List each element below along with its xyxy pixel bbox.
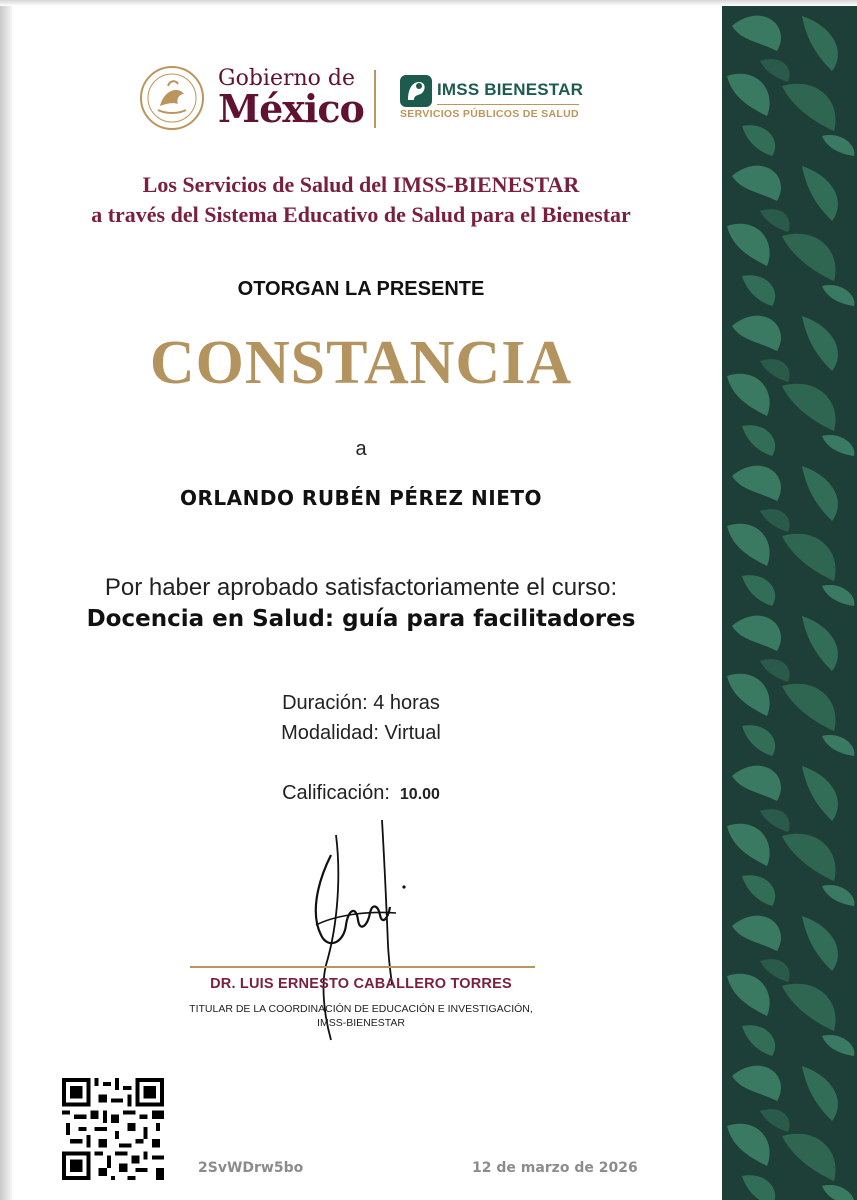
grant-text: OTORGAN LA PRESENTE	[237, 278, 485, 300]
signer-role-line-2: IMSS-BIENESTAR	[317, 1017, 405, 1029]
verification-code: 2SvWDrw5bo	[198, 1160, 304, 1176]
gov-label-small: Gobierno de	[218, 66, 355, 91]
issue-date: 12 de marzo de 2026	[472, 1160, 638, 1176]
grade-value: 10.00	[399, 786, 440, 803]
decorative-leaf-band	[722, 6, 857, 1200]
imss-subtitle: SERVICIOS PÚBLICOS DE SALUD	[400, 108, 579, 120]
issuer-block	[0, 170, 722, 230]
course-duration: Duración: 4 horas	[282, 692, 440, 714]
signer-name: DR. LUIS ERNESTO CABALLERO TORRES	[210, 976, 512, 992]
signer-role-line-1: TITULAR DE LA COORDINACIÓN DE EDUCACIÓN E INVESTIGACIÓN,	[189, 1003, 533, 1015]
course-modality: Modalidad: Virtual	[281, 722, 441, 744]
logo-divider	[374, 70, 376, 128]
reason-text: Por haber aprobado satisfactoriamente el curso:	[104, 574, 618, 601]
signature-line	[190, 966, 535, 968]
certificate-title: CONSTANCIA	[149, 329, 573, 397]
imss-name: IMSS BIENESTAR	[437, 80, 584, 99]
issuer-line-1: Los Servicios de Salud del IMSS-BIENESTAR	[142, 172, 580, 197]
signer-role	[0, 1002, 722, 1030]
recipient-name: ORLANDO RUBÉN PÉREZ NIETO	[179, 486, 542, 510]
preposition: a	[355, 438, 367, 460]
imss-underline	[437, 104, 579, 105]
qr-code-icon	[62, 1078, 164, 1180]
gov-label-big: México	[218, 86, 364, 131]
grade-row	[0, 782, 722, 805]
grade-label: Calificación:	[282, 782, 390, 804]
course-name: Docencia en Salud: guía para facilitadores	[86, 606, 636, 632]
issuer-line-2: a través del Sistema Educativo de Salud para el Bienestar	[91, 202, 631, 227]
header-logos	[138, 60, 588, 140]
imss-bienestar-icon	[399, 74, 433, 108]
national-seal-icon	[138, 64, 206, 132]
